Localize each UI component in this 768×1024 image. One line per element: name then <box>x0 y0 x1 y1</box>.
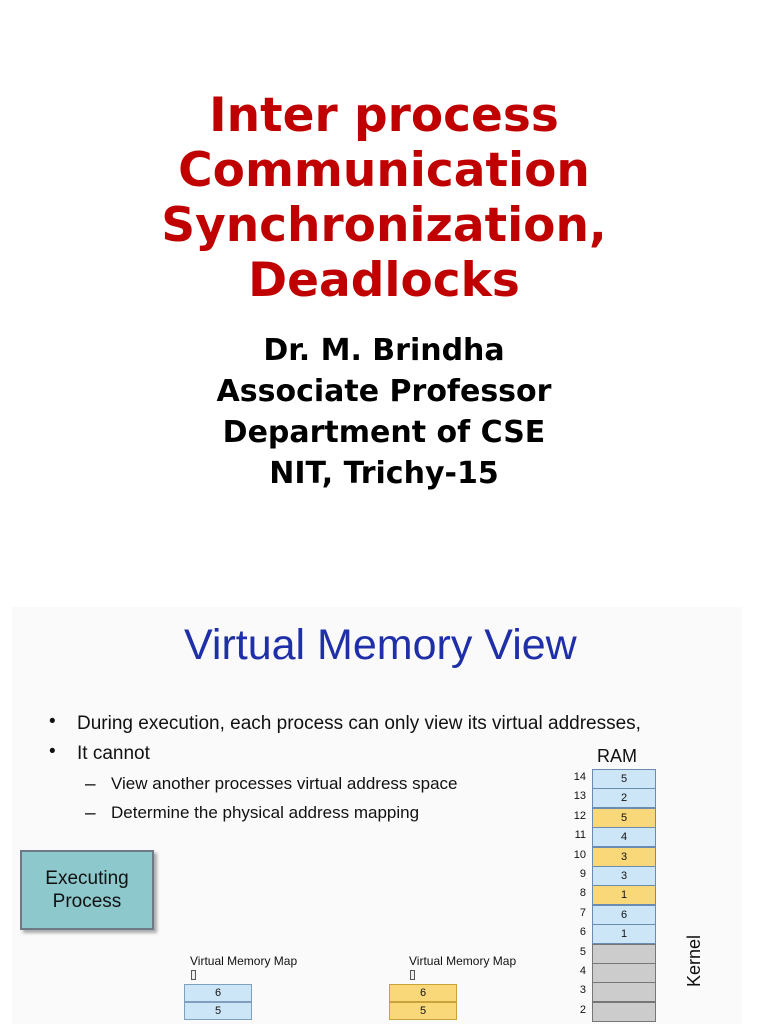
sub-bullet-item <box>85 774 458 795</box>
author-position: Associate Professor <box>216 374 552 409</box>
bullet-mark: • <box>49 741 56 762</box>
kernel-label: Kernel <box>684 934 704 987</box>
executing-process-box <box>20 850 154 930</box>
virtual-memory-map-label: Virtual Memory Map <box>190 954 298 968</box>
ram-frame-cell: 1 <box>592 924 656 944</box>
author-block <box>0 330 768 494</box>
ram-row <box>558 1002 668 1021</box>
title-line: Inter process <box>209 88 559 143</box>
ram-frame-cell <box>592 944 656 964</box>
ram-frame-cell <box>592 1002 656 1022</box>
ram-row <box>558 944 668 963</box>
ram-frame-cell: 4 <box>592 827 656 847</box>
executing-process-line: Process <box>52 891 122 912</box>
ram-row <box>558 905 668 924</box>
ram-label: RAM <box>597 746 637 766</box>
ram-address: 7 <box>579 906 586 919</box>
ram-frame-cell: 3 <box>592 866 656 886</box>
bullet-mark: • <box>49 711 56 732</box>
virtual-memory-cell: 5 <box>184 1002 252 1020</box>
ram-address: 8 <box>579 887 586 900</box>
ram-row <box>558 827 668 846</box>
ram-row <box>558 866 668 885</box>
ram-row <box>558 769 668 788</box>
bullet-text: Determine the physical address mapping <box>111 803 420 822</box>
ram-frame-cell <box>592 982 656 1002</box>
slide-thumbnail <box>12 607 742 1024</box>
document-title <box>0 88 768 308</box>
virtual-memory-cell: 6 <box>389 984 457 1002</box>
bullet-item <box>49 741 150 765</box>
executing-process-line: Executing <box>45 868 129 889</box>
title-line: Synchronization, <box>161 198 607 253</box>
ram-address: 11 <box>574 829 586 842</box>
bullet-item <box>49 711 641 735</box>
bullet-mark: – <box>85 803 96 824</box>
ram-row <box>558 924 668 943</box>
ram-frame-cell <box>592 963 656 983</box>
ram-row <box>558 847 668 866</box>
ram-address: 12 <box>573 809 586 822</box>
virtual-memory-map-label: Virtual Memory Map <box>409 954 517 968</box>
title-line: Communication <box>178 143 590 198</box>
ram-address: 10 <box>573 848 586 861</box>
ram-frame-cell: 2 <box>592 788 656 808</box>
ram-address: 4 <box>579 965 586 977</box>
bullet-text: It cannot <box>77 743 150 764</box>
title-line: Deadlocks <box>248 253 520 308</box>
pin-icon <box>191 970 196 980</box>
ram-address: 3 <box>579 984 586 997</box>
ram-address: 6 <box>579 926 586 939</box>
ram-frame-cell: 5 <box>592 769 656 789</box>
ram-frame-cell: 3 <box>592 847 656 867</box>
ram-address: 13 <box>573 790 586 803</box>
ram-row <box>558 982 668 1001</box>
author-institution: NIT, Trichy-15 <box>269 456 499 491</box>
virtual-memory-cell: 6 <box>184 984 252 1002</box>
ram-address: 5 <box>579 945 586 958</box>
ram-frame-cell: 5 <box>592 808 656 828</box>
author-department: Department of CSE <box>222 415 546 450</box>
ram-address: 9 <box>579 868 586 880</box>
ram-address: 2 <box>579 1003 586 1016</box>
author-name: Dr. M. Brindha <box>263 333 505 368</box>
bullet-mark: – <box>85 774 96 795</box>
bullet-text: During execution, each process can only view its virtual addresses, <box>77 713 641 734</box>
ram-frame-cell: 6 <box>592 905 656 925</box>
virtual-memory-cell: 5 <box>389 1002 457 1020</box>
sub-bullet-item <box>85 803 420 824</box>
slide-title: Virtual Memory View <box>184 621 577 669</box>
ram-row <box>558 885 668 904</box>
ram-frame-cell: 1 <box>592 885 656 905</box>
ram-row <box>558 788 668 807</box>
pin-icon <box>410 970 415 980</box>
ram-address: 14 <box>573 771 586 783</box>
bullet-text: View another processes virtual address space <box>111 774 458 793</box>
ram-row <box>558 808 668 827</box>
ram-row <box>558 963 668 982</box>
